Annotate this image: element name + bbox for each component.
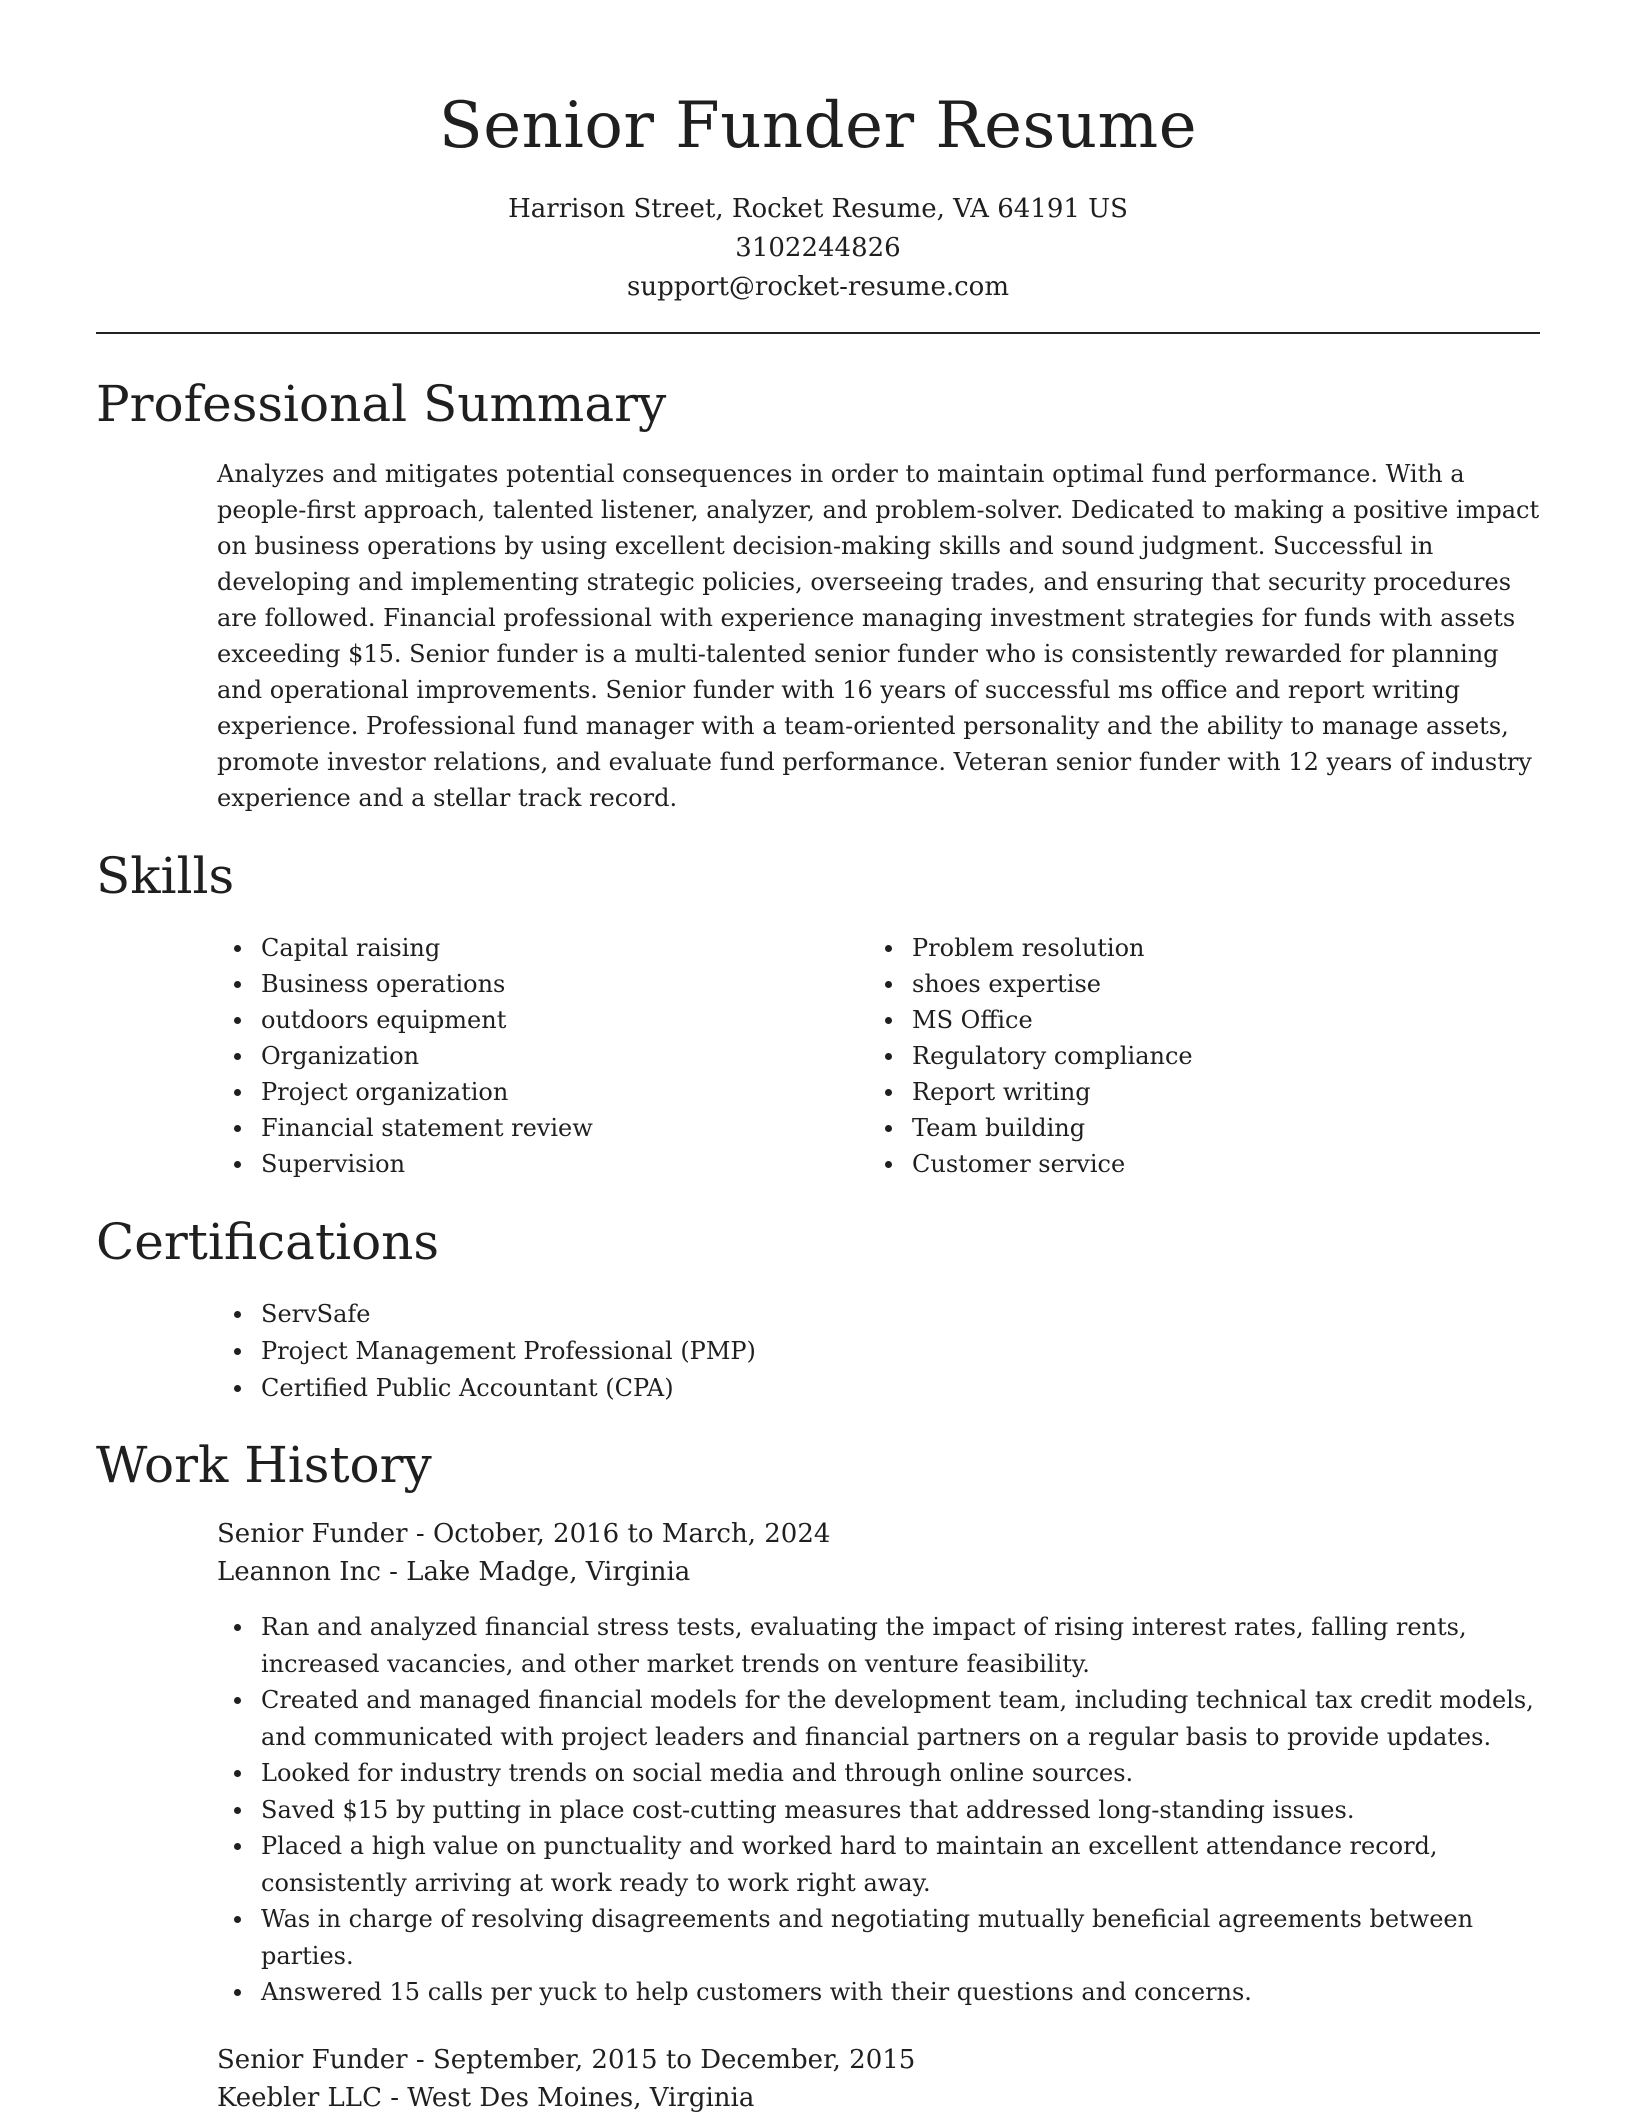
- list-item: Placed a high value on punctuality and worked hard to maintain an excellent attendance record, consistently arriving at work ready to work right away.: [217, 1828, 1540, 1901]
- contact-phone: 3102244826: [735, 233, 901, 263]
- list-item: Business operations: [217, 966, 868, 1002]
- certifications-section: [96, 1212, 1540, 1407]
- job-company-line: Keebler LLC - West Des Moines, Virginia: [217, 2082, 755, 2113]
- list-item: Answered 15 calls per yuck to help customers with their questions and concerns.: [217, 1974, 1540, 2011]
- contact-address: Harrison Street, Rocket Resume, VA 64191 US: [508, 194, 1128, 224]
- work-history-section: [96, 1435, 1540, 2117]
- summary-heading: Professional Summary: [96, 375, 667, 433]
- list-item: Supervision: [217, 1146, 868, 1182]
- list-item: Saved $15 by putting in place cost-cutting measures that addressed long-standing issues.: [217, 1792, 1540, 1829]
- list-item: Project organization: [217, 1074, 868, 1110]
- job-location: West Des Moines, Virginia: [407, 2082, 755, 2113]
- list-item: Problem resolution: [868, 930, 1519, 966]
- list-item: Report writing: [868, 1074, 1519, 1110]
- list-item: Certified Public Accountant (CPA): [217, 1370, 1540, 1407]
- resume-page: [96, 0, 1540, 2117]
- list-item: ServSafe: [217, 1296, 1540, 1333]
- job-company: Leannon Inc: [217, 1557, 381, 1587]
- job-title: Senior Funder: [217, 1519, 408, 1549]
- certifications-list: [217, 1296, 1540, 1407]
- job-company-line: Leannon Inc - Lake Madge, Virginia: [217, 1557, 691, 1587]
- list-item: Capital raising: [217, 930, 868, 966]
- summary-text: Analyzes and mitigates potential consequences in order to maintain optimal fund performance. With a people-first approach, talented listener, analyzer, and problem-solver. Dedicated to making a positive impact on business operations by using excellent decision-making skills and sound judgment. Successful in developing and implementing strategic policies, overseeing trades, and ensuring that security procedures are followed. Financial professional with experience managing investment strategies for funds with assets exceeding $15. Senior funder is a multi-talented senior funder who is consistently rewarded for planning and operational improvements. Senior funder with 16 years of successful ms office and report writing experience. Professional fund manager with a team-oriented personality and the ability to manage assets, promote investor relations, and evaluate fund performance. Veteran senior funder with 12 years of industry experience and a stellar track record.: [217, 460, 1540, 812]
- job-dates: September, 2015 to December, 2015: [432, 2044, 916, 2075]
- job-bullet-list: [217, 1609, 1540, 2011]
- certifications-heading: Certifications: [96, 1213, 440, 1271]
- skills-list-right: [868, 930, 1519, 1182]
- list-item: Project Management Professional (PMP): [217, 1333, 1540, 1370]
- skills-heading: Skills: [96, 847, 235, 905]
- list-item: Organization: [217, 1038, 868, 1074]
- skills-list-left: [217, 930, 868, 1182]
- list-item: Customer service: [868, 1146, 1519, 1182]
- resume-title: Senior Funder Resume: [438, 89, 1198, 163]
- job-location: Lake Madge, Virginia: [406, 1557, 691, 1587]
- work-history-heading: Work History: [96, 1436, 432, 1494]
- skills-columns: [217, 930, 1540, 1182]
- list-item: Team building: [868, 1110, 1519, 1146]
- list-item: Ran and analyzed financial stress tests, evaluating the impact of rising interest rates, falling rents, increased vacancies, and other market trends on venture feasibility.: [217, 1609, 1540, 1682]
- contact-block: [96, 190, 1540, 307]
- job-title-line: Senior Funder - September, 2015 to December, 2015: [217, 2044, 916, 2075]
- list-item: MS Office: [868, 1002, 1519, 1038]
- list-item: Regulatory compliance: [868, 1038, 1519, 1074]
- job-dates: October, 2016 to March, 2024: [432, 1519, 831, 1549]
- list-item: Financial statement review: [217, 1110, 868, 1146]
- list-item: Created and managed financial models for the development team, including technical tax credit models, and communicated with project leaders and financial partners on a regular basis to provide updates.: [217, 1682, 1540, 1755]
- job-entry: [96, 2041, 1540, 2117]
- header-divider: [96, 332, 1540, 334]
- list-item: outdoors equipment: [217, 1002, 868, 1038]
- list-item: Was in charge of resolving disagreements and negotiating mutually beneficial agreements between parties.: [217, 1901, 1540, 1974]
- summary-section: [96, 374, 1540, 816]
- skills-section: [96, 846, 1540, 1182]
- list-item: Looked for industry trends on social media and through online sources.: [217, 1755, 1540, 1792]
- job-title: Senior Funder: [217, 2044, 408, 2075]
- job-title-line: Senior Funder - October, 2016 to March, 2024: [217, 1519, 831, 1549]
- contact-email: support@rocket-resume.com: [626, 272, 1009, 302]
- job-company: Keebler LLC: [217, 2082, 382, 2113]
- job-entry: [96, 1515, 1540, 2011]
- list-item: shoes expertise: [868, 966, 1519, 1002]
